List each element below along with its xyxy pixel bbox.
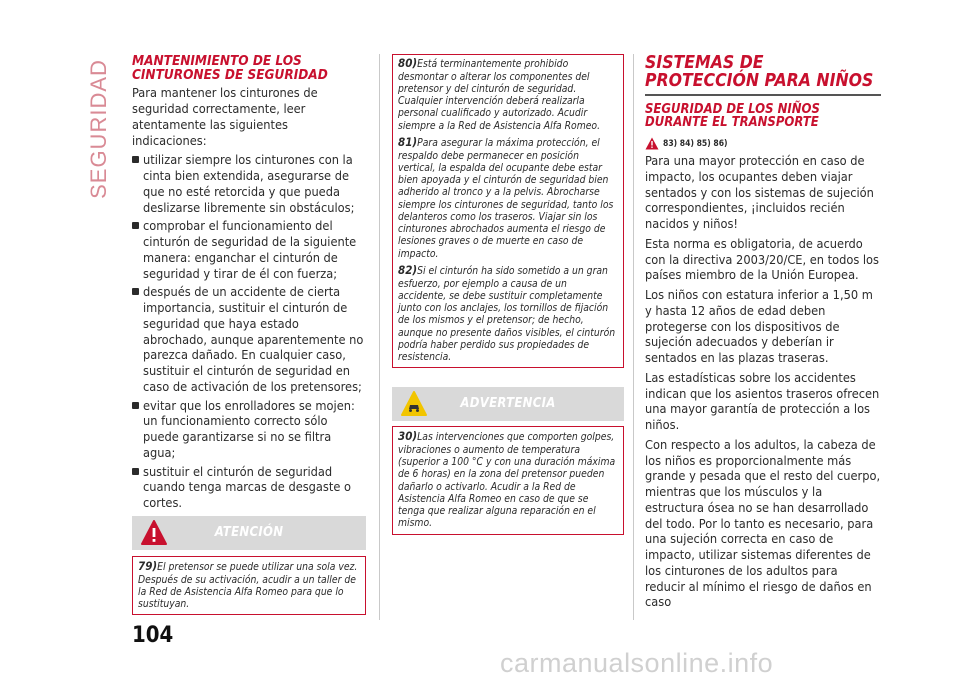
attention-banner bbox=[132, 516, 366, 550]
column-seatbelt-maintenance bbox=[132, 53, 366, 611]
attention-note bbox=[138, 560, 360, 610]
note-80-number: 80) bbox=[398, 56, 418, 70]
side-tab-label: SEGURIDAD bbox=[86, 59, 111, 199]
maintenance-heading: MANTENIMIENTO DE LOS CINTURONES DE SEGURIDAD bbox=[132, 53, 328, 84]
child-transport-subheading: SEGURIDAD DE LOS NIÑOS DURANTE EL TRANSPORTE bbox=[645, 101, 820, 131]
attention-continued-box bbox=[392, 54, 624, 368]
warning-refs-row bbox=[645, 133, 881, 149]
page-number: 104 bbox=[132, 623, 174, 648]
maintenance-bullet-1: utilizar siempre los cinturones con la cinta bien extendida, asegurarse de que no esté retorcida y que pueda deslizarse libremente sin obstáculos; bbox=[132, 152, 366, 215]
note-81-number: 81) bbox=[398, 134, 418, 149]
note-81-text: Para asegurar la máxima protección, el respaldo debe permanecer en posición vertical, la espalda del ocupante debe estar bien apoyada y el cinturón de seguridad bien adherido al tronco y a la pelvis. Abrocharse siempre los cinturones de seguridad, tanto los delanteros como los traseros. Viajar sin los cinturones abrochados aumenta el riesgo de lesiones graves o de muerte en caso de impacto. bbox=[398, 136, 614, 260]
attention-label: ATENCIÓN bbox=[214, 525, 284, 540]
warning-triangle-small-icon bbox=[645, 137, 659, 150]
child-paragraph-3: Los niños con estatura inferior a 1,50 m y hasta 12 años de edad deben protegerse con los dispositivos de sujeción adecuados y deberían ir sentados en las plazas traseras. bbox=[645, 287, 873, 366]
warning-note-text: Las intervenciones que comporten golpes, vibraciones o aumento de temperatura (superior a 100 °C y con una duración máxima de 6 horas) en la zona del pretensor pueden dañarlo o activarlo. Acudir a la Red de Asistencia Alfa Romeo en caso de que se tenga que realizar alguna reparación en el mismo. bbox=[398, 431, 616, 530]
child-paragraph-4: Las estadísticas sobre los accidentes indican que los asientos traseros ofrecen una mayor garantía de protección a los niños. bbox=[645, 369, 880, 433]
column-divider-2 bbox=[633, 54, 634, 620]
note-82 bbox=[398, 264, 618, 363]
note-82-number: 82) bbox=[398, 262, 418, 277]
child-paragraph-5: Con respecto a los adultos, la cabeza de los niños es proporcionalmente más grande y pesada que el resto del cuerpo, mientras que los músculos y la estructura ósea no se han desarrollado del todo. Por lo tanto es necesario, para una sujeción correcta en caso de impacto, utilizar sistemas diferentes de los cinturones de los adultos para reducir al mínimo el riesgo de daños en caso bbox=[645, 436, 881, 610]
maintenance-bullet-5: sustituir el cinturón de seguridad cuando tenga marcas de desgaste o cortes. bbox=[132, 464, 366, 511]
column-child-protection bbox=[645, 54, 881, 614]
maintenance-bullet-3: después de un accidente de cierta importancia, sustituir el cinturón de seguridad que haya estado abrochado, aunque aparentemente no parezca dañado. En cualquier caso, sustituir el cinturón de seguridad en caso de activación de los pretensores; bbox=[132, 284, 366, 394]
attention-note-text: El pretensor se puede utilizar una sola vez. Después de su activación, acudir a un taller de la Red de Asistencia Alfa Romeo para que lo sustituyan. bbox=[138, 561, 358, 611]
column-divider-1 bbox=[379, 54, 380, 620]
child-paragraph-1: Para una mayor protección en caso de impacto, los ocupantes deben viajar sentados y con los sistemas de sujeción correspondientes, ¡incluidos recién nacidos y niños! bbox=[645, 153, 874, 232]
column-warning-notes bbox=[392, 54, 624, 535]
warning-note-box bbox=[392, 426, 624, 534]
maintenance-bullet-4: evitar que los enrolladores se mojen: un funcionamiento correcto sólo puede garantizarse si no se filtra agua; bbox=[132, 398, 366, 461]
attention-note-number: 79) bbox=[138, 559, 158, 573]
warning-banner bbox=[392, 387, 624, 421]
note-82-text: Si el cinturón ha sido sometido a un gran esfuerzo, por ejemplo a causa de un accidente, se debe sustituir completamente junto con los anclajes, los tornillos de fijación de los mismos y el pretensor; de hecho, aunque no presente daños visibles, el cinturón podría haber perdido sus propiedades de resistencia. bbox=[398, 264, 616, 364]
note-80-text: Está terminantemente prohibido desmontar o alterar los componentes del pretensor y del cinturón de seguridad. Cualquier intervención deberá realizarla personal cualificado y autorizado. Acudir siempre a la Red de Asistencia Alfa Romeo. bbox=[398, 58, 601, 132]
note-80 bbox=[398, 57, 618, 132]
heading-rule bbox=[645, 94, 881, 96]
section-side-tab bbox=[78, 54, 120, 204]
maintenance-bullet-2: comprobar el funcionamiento del cinturón de seguridad de la siguiente manera: enganchar el cinturón de seguridad y tirar de él con fuerza; bbox=[132, 218, 366, 281]
attention-note-box bbox=[132, 556, 366, 615]
warning-block bbox=[392, 387, 624, 534]
child-paragraph-2: Esta norma es obligatoria, de acuerdo con la directiva 2003/20/CE, en todos los países miembro de la Unión Europea. bbox=[645, 235, 879, 283]
warning-note-number: 30) bbox=[398, 429, 418, 444]
note-81 bbox=[398, 136, 618, 260]
attention-block bbox=[132, 516, 366, 615]
watermark: carmanualsonline.info bbox=[500, 648, 774, 678]
child-protection-heading: SISTEMAS DE PROTECCIÓN PARA NIÑOS bbox=[645, 53, 874, 92]
maintenance-intro: Para mantener los cinturones de seguridad correctamente, leer atentamente las siguientes indicaciones: bbox=[132, 85, 318, 148]
warning-note bbox=[398, 430, 618, 529]
warning-label: ADVERTENCIA bbox=[460, 396, 556, 412]
warning-refs: 83) 84) 85) 86) bbox=[663, 138, 728, 149]
